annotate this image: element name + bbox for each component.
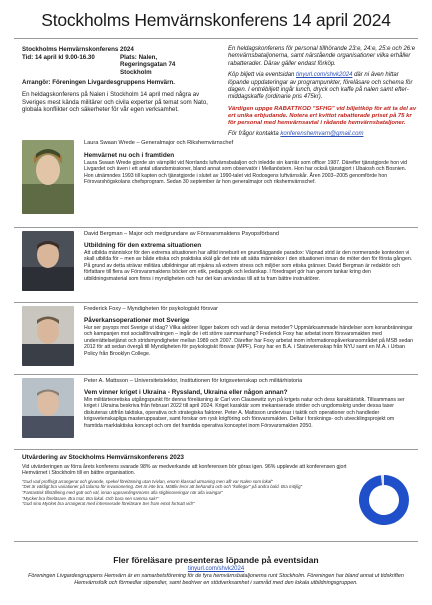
footer-heading: Fler föreläsare presenteras löpande på eventsidan <box>113 555 319 565</box>
place-street: Regeringsgatan 74 <box>120 61 176 69</box>
event-place <box>120 54 175 77</box>
conference-name: Stockholms Hemvärnskonferens 2024 <box>22 46 134 53</box>
speaker-photo <box>22 306 74 366</box>
event-details <box>22 54 212 77</box>
divider <box>14 302 418 303</box>
speaker-photo <box>22 140 74 214</box>
event-info <box>22 46 212 114</box>
speaker-3 <box>22 306 416 372</box>
evaluation-block <box>22 454 412 507</box>
divider <box>14 449 418 450</box>
speaker-text <box>84 140 414 186</box>
footer-event-link[interactable]: tinyurl.com/shvk2024 <box>187 566 245 572</box>
contact-email-link[interactable]: konferenshemvarn@gmail.com <box>280 131 364 138</box>
speaker-caption: Laura Swaan Wrede – Generalmajor och Rikshemvärnschef <box>84 140 234 146</box>
quote: "Gud vad proffsigt arrangerat och givande, spekel föreläsning utan tvivlan, enorm klassad utmaning men allt var Nalen som lokal" <box>22 478 273 484</box>
speaker-photo <box>22 378 74 438</box>
discount-notice: Värdigen uppge RABATTKOD "SFHG" vid biljettköp för att ta del av ert unika erbjudande. Notera ert kvittot rabatterade priset på 75 kr för personal med hemvärnsavtal i rådande hemvärnsbataljoner. <box>228 105 417 127</box>
ticket-info <box>228 46 418 139</box>
speaker-caption: Frederick Foxy – Myndigheten för psykologiskt försvar <box>84 306 218 312</box>
ticket-purchase: Köp biljett via eventsidan tinyurl.com/shvk2024 där ni även hittar löpande uppdateringar av programpunkter, föreläsare och schema för dagen. I entrébiljett ingår lunch, dryck och kaffe på nalen samt eftermiddagskaffe (ordinarie pris 475kr). <box>228 72 413 101</box>
speaker-text <box>84 306 414 357</box>
talk-title: Vem vinner kriget i Ukraina - Ryssland, Ukraina eller någon annan? <box>84 389 288 396</box>
speaker-1 <box>22 140 416 216</box>
divider <box>14 38 418 39</box>
place-label: Plats: Nalen, <box>120 53 158 61</box>
organizer: Arrangör: Föreningen Livgardesgruppens Hemvärn. <box>22 79 175 87</box>
talk-description: Att utbilda människor för den extrema situationen har alltid inneburit en grundläggande paradox: Väpnad strid är den normerande kontexten vi skall utbilda för – men av både etiska och praktiska skäl går det inte att sätta människor i den situationen innan de möter den för första gången. På grund av detta strävar militära utbildningar att mjukna så extrem stress och miljöer som etiska gränser. David Bergman är redaktör och författare till flera av Försvarsmaktens böcker om etik, pedagogik och ledarskap. I föredraget gör han genom tankar kring den utbildningsmaterial som finns i myndigheten och hur det kan användas till att ta fram bättre instruktörer. <box>84 250 413 282</box>
quote: "Det är väldigt bra variationer på talarna för invasionering. Det är inte bra. Mättliv leror att behandra och och "kollegor" på andra bald. Bra möjlig" <box>22 484 303 490</box>
speaker-caption: David Bergman – Major och medgrundare av Försvarsmaktens Psyopsförband <box>84 231 279 237</box>
quote: "Gud sino Mycket bra arrangerat med intresserade föreläsare Ser fram emot fortsatt vid!" <box>22 501 195 507</box>
talk-title: Utbildning för den extrema situationen <box>84 242 202 249</box>
page-title: Stockholms Hemvärnskonferens 14 april 2024 <box>41 10 391 30</box>
speaker-text <box>84 231 414 282</box>
evaluation-heading: Utvärdering av Stockholms Hemvärnskonferens 2023 <box>22 454 184 461</box>
event-link[interactable]: tinyurl.com/shvk2024 <box>296 72 353 79</box>
speaker-4 <box>22 378 416 444</box>
evaluation-quotes <box>22 479 352 507</box>
talk-title: Hemvärnet nu och i framtiden <box>84 152 175 159</box>
talk-description: Min militärteoretiska utgångspunkt för denna föreläsning är Carl von Clausewitz syn på krigets natur och dess karaktäristik. Tillsammans ser kriget i Ukraina beskriva från februari 2022 till april 2024. Kriget karaktär som mekaniserade strider och ungdomskrig under dessa taser diskuteras utifrån taktiska, operativa och strategiska faktorer. Peter A. Mattsson undervisar i taktik och operationer och handleder krigsvetenskapliga masteruppsatser, samt forskar om rysk krigföring och försvarsmakten. Deltar i forsknings- och utvecklingsprojekt om framtida marktaktiska koncept och om det framtida operativa konceptet inom Försvarsmakten 2050. <box>84 397 405 429</box>
donut-slice-ja <box>364 480 404 520</box>
talk-description: Hur ser psyops mot Sverige ut idag? Vilka aktörer ligger bakom och vad är deras metoder? Uppmärksammade händelser som koranbränningar och kampanjen mot socialförvaltningen – ingår de i ett större sammanhang? Frederick Foxy har arbetat inom försvarsmakten med underrättelsetjänst och stridsmyndigheter mellan 1989 och 2007. Därefter har Foxy arbetat inom informationspåverkansområdet på MSB sedan 2012 för att sedan övergå till Myndigheten för psykologiskt försvar (MPF). Foxy har en B.A. i Statsvetenskap från NYU samt en M.A. i Urban Policy från Brooklyn College. <box>84 325 414 357</box>
quote: "Fantastisk tillställning med gott och väl, innan uppsamlingsmoms alla stigbinoreringar när alla ivaingar" <box>22 490 223 495</box>
event-time: Tid: 14 april kl 9.00-16.30 <box>22 53 95 61</box>
divider <box>14 227 418 228</box>
ticket-audience: En heldagskonferens för personal tillhörande 23:e, 24:e, 25:e och 26:e hemvärnsbataljonerna, samt närstående organisationer vilka erhåller rabatterader. Därav gäller endast förköp. <box>228 46 416 67</box>
survey-donut-chart <box>358 474 410 526</box>
speaker-text <box>84 378 414 429</box>
place-city: Stockholm <box>120 68 152 76</box>
footer <box>0 555 432 586</box>
speaker-photo <box>22 231 74 291</box>
speaker-caption: Peter A. Mattsson – Universitetslektor, Institutionen för krigsvetenskap och militärhistoria <box>84 378 303 384</box>
talk-title: Påverkansoperationer mot Sverige <box>84 317 190 324</box>
evaluation-text: Vid utvärderingen av förra årets konferens svarade 98% av medverkande att konferensen bör göras igen. 96% upplevde att konferensen gjort Hemvärnet i Stockholm till en bättre organisation. <box>22 464 347 477</box>
quote: "Mycket bra föreläsare. Bra mat. Bra lokal. Och bara sen samma sak!" <box>22 495 159 501</box>
footer-text: Föreningen Livgardesgruppens Hemvärn är en samarbetsförening för de fyra hemvärnsbataljonerna runt Stockholm. Föreningen har bland annat ut tidskriften Hemvärnsfolk och förmedlar stipendier, samt bedriver en stödverksamhet i samråd med den lokala utbildningsgruppen. <box>28 573 404 586</box>
divider <box>14 541 418 542</box>
contact: För frågor kontakta konferenshemvarn@gmail.com <box>228 131 364 138</box>
talk-description: Laura Swaan Wrede gjorde sin värnplikt vid Norrlands luftvärnsbataljon och inledde sin karriär som officer 1987. Därefter tjänstgjorde hon vid Livgardet och även i ett antal utlandsmissioner, bland annat som observatör i Mellanöstern. Hon har också tjänstgjort i Ubaiosh och Bosnien. Hon utnämndes 1993 till kapten och tjänstgjorde i slutet av 1990-talet vid Rodosgens luftvärnskår. Åren 2003–2005 genomförde hon Försvarshögskolans chefsprogram. Sedan 30 september är hon generalmajor och rikshemvärnschef. <box>84 160 408 186</box>
intro-text: En heldagskonferens på Nalen i Stockholm 14 april med några av Sveriges mest kända militärer och civila experter på temat som Nato, globala konflikter och säkerheter för vår egen verksamhet. <box>22 90 208 114</box>
speaker-2 <box>22 231 416 297</box>
divider <box>14 374 418 375</box>
